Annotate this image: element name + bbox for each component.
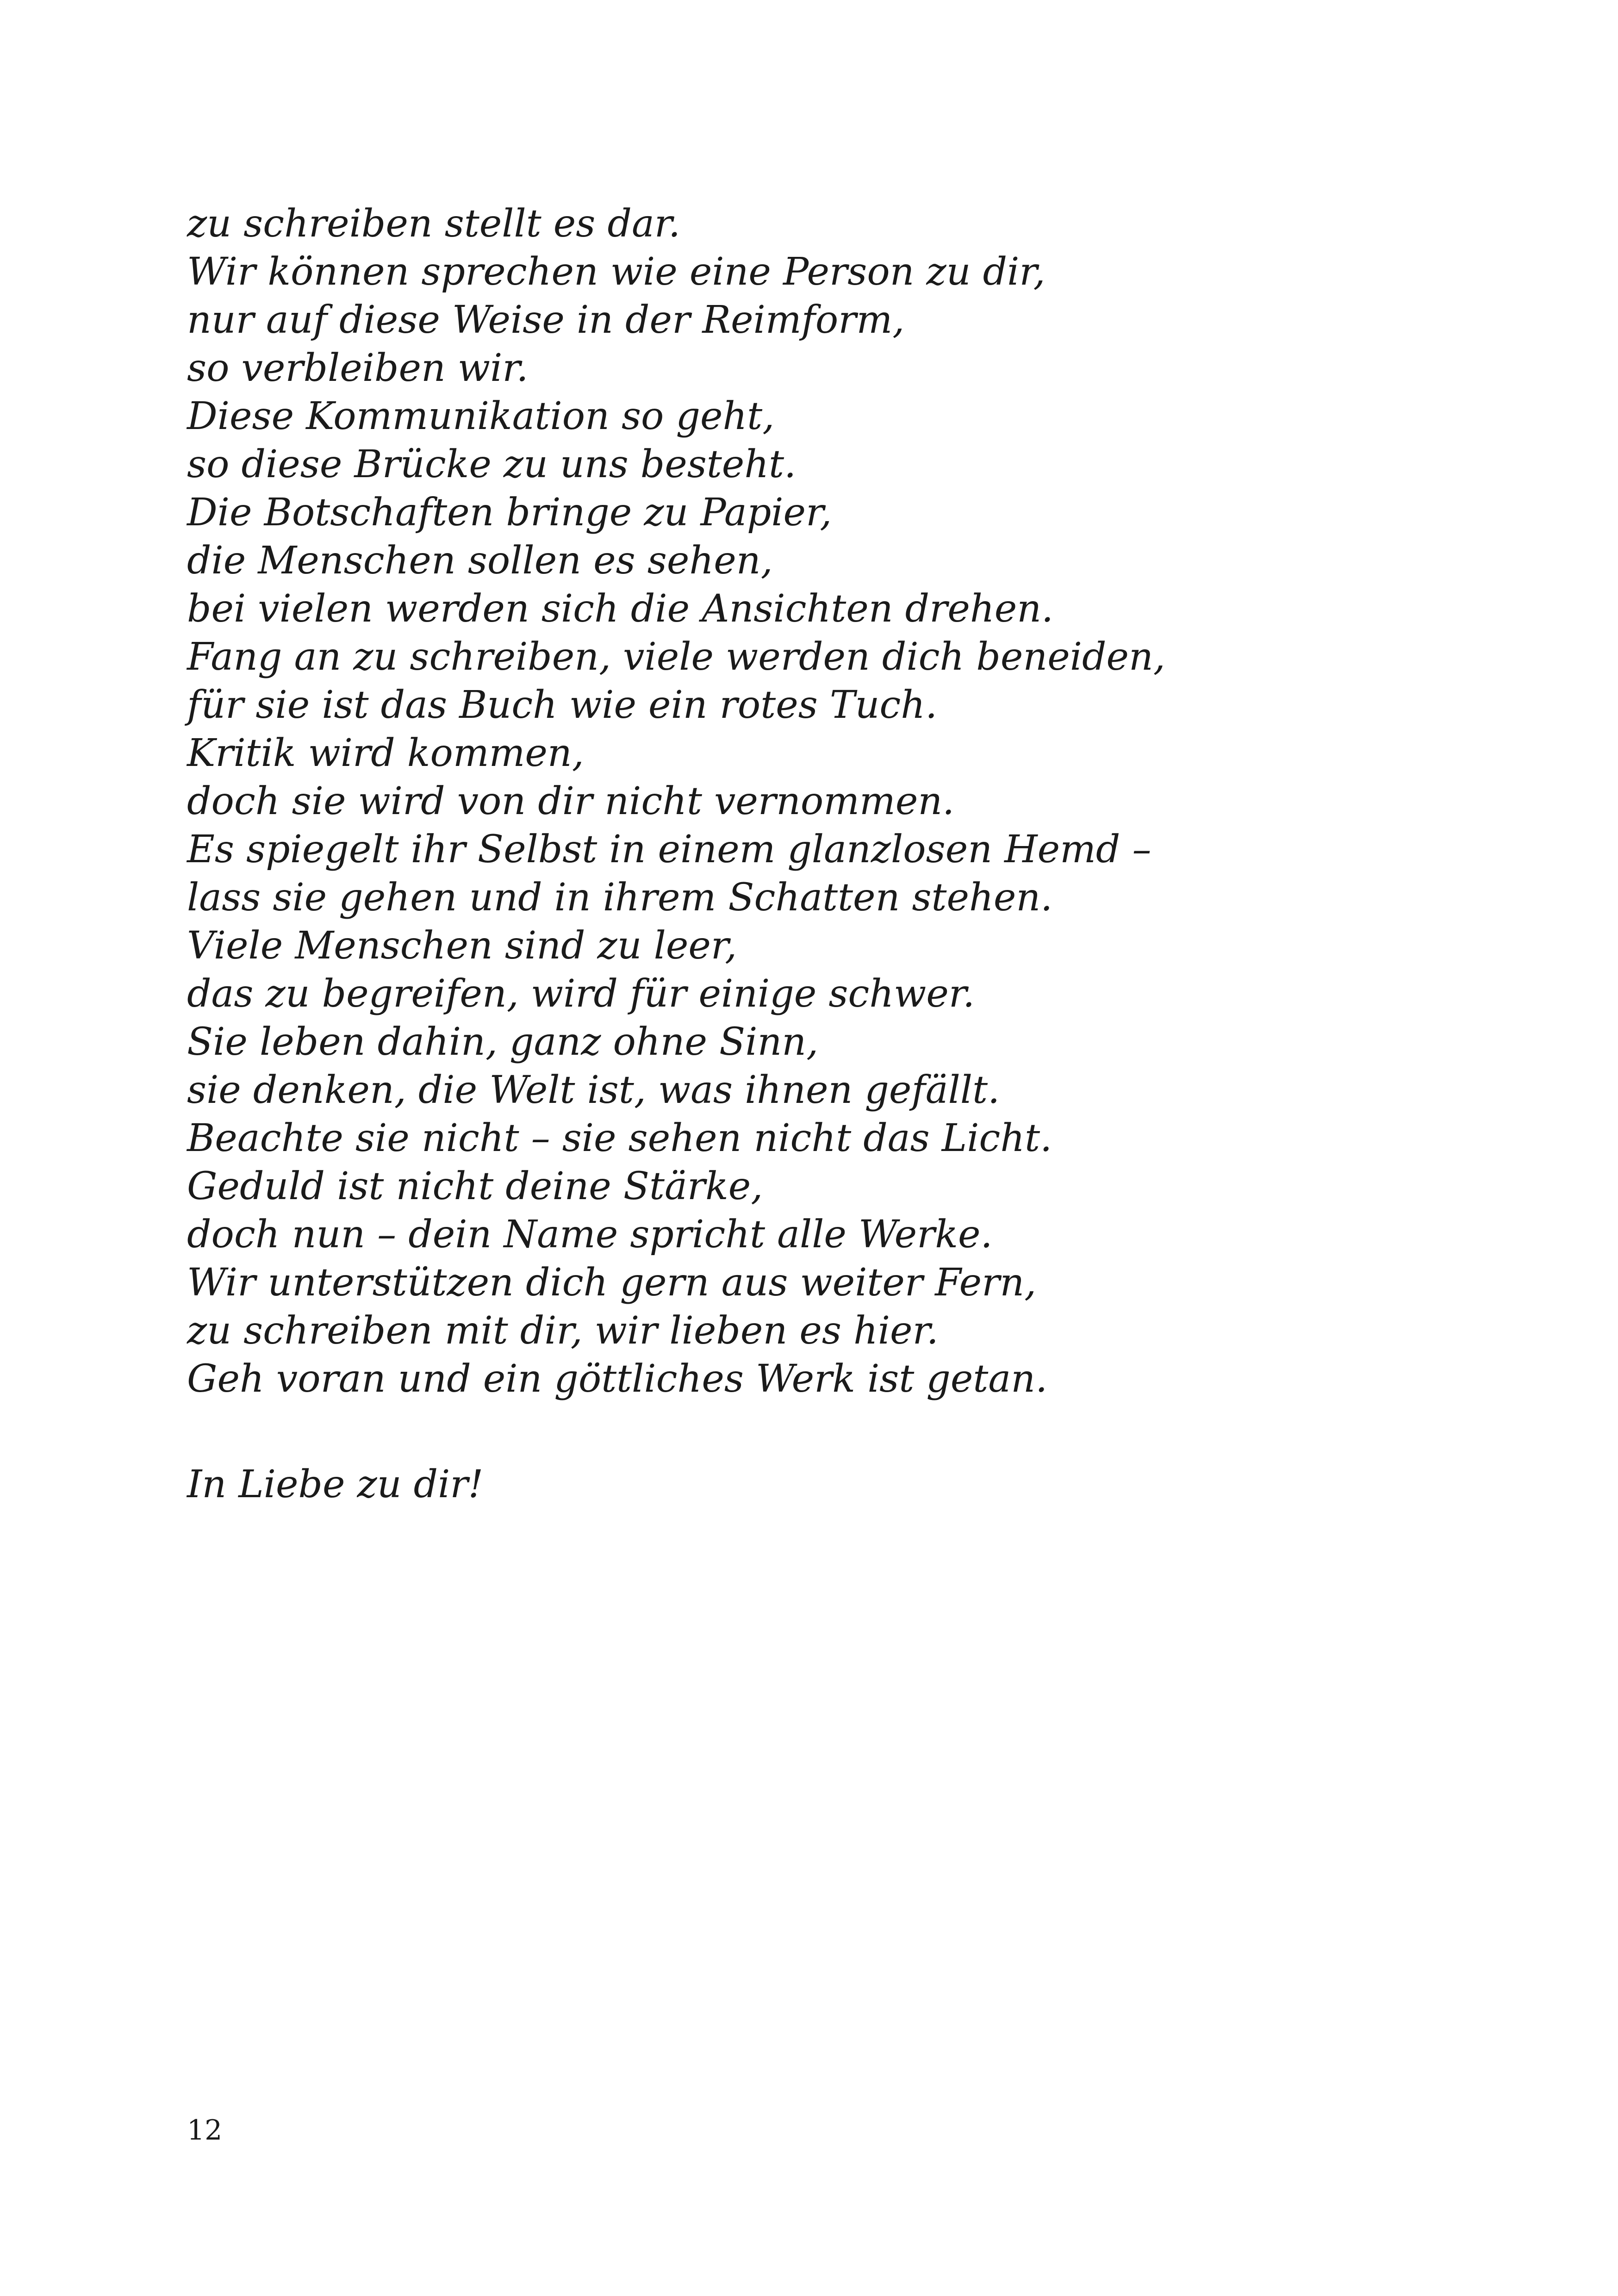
poem-line: lass sie gehen und in ihrem Schatten stehen. — [187, 876, 1053, 920]
poem-line: Wir unterstützen dich gern aus weiter Fern, — [187, 1261, 1037, 1305]
poem-line: Die Botschaften bringe zu Papier, — [187, 491, 832, 535]
poem-line: Beachte sie nicht – sie sehen nicht das Licht. — [187, 1116, 1052, 1160]
poem-line: Sie leben dahin, ganz ohne Sinn, — [187, 1020, 819, 1064]
poem-line: Kritik wird kommen, — [187, 731, 584, 775]
poem-line: Geh voran und ein göttliches Werk ist getan. — [187, 1357, 1048, 1401]
poem-body — [187, 200, 1437, 1403]
poem-line: Wir können sprechen wie eine Person zu dir, — [187, 250, 1045, 294]
poem-line: sie denken, die Welt ist, was ihnen gefällt. — [187, 1068, 1000, 1112]
poem-line: zu schreiben mit dir, wir lieben es hier. — [187, 1309, 939, 1353]
poem-line: bei vielen werden sich die Ansichten drehen. — [187, 587, 1054, 631]
poem-line: so verbleiben wir. — [187, 346, 529, 390]
poem-line: Diese Kommunikation so geht, — [187, 394, 775, 438]
poem-line: doch sie wird von dir nicht vernommen. — [187, 779, 955, 823]
poem-closing: In Liebe zu dir! — [187, 1462, 484, 1506]
poem-line: Es spiegelt ihr Selbst in einem glanzlosen Hemd – — [187, 828, 1151, 871]
page-number: 12 — [187, 2114, 223, 2147]
poem-line: nur auf diese Weise in der Reimform, — [187, 298, 905, 342]
poem-line: die Menschen sollen es sehen, — [187, 539, 773, 583]
poem-line: Geduld ist nicht deine Stärke, — [187, 1164, 763, 1208]
poem-line: doch nun – dein Name spricht alle Werke. — [187, 1213, 993, 1257]
poem-line: so diese Brücke zu uns besteht. — [187, 442, 797, 486]
poem-line: das zu begreifen, wird für einige schwer. — [187, 972, 975, 1016]
poem-line: zu schreiben stellt es dar. — [187, 202, 681, 246]
poem-line: für sie ist das Buch wie ein rotes Tuch. — [187, 683, 938, 727]
poem-line: Viele Menschen sind zu leer, — [187, 924, 737, 968]
poem-line: Fang an zu schreiben, viele werden dich beneiden, — [187, 635, 1165, 679]
